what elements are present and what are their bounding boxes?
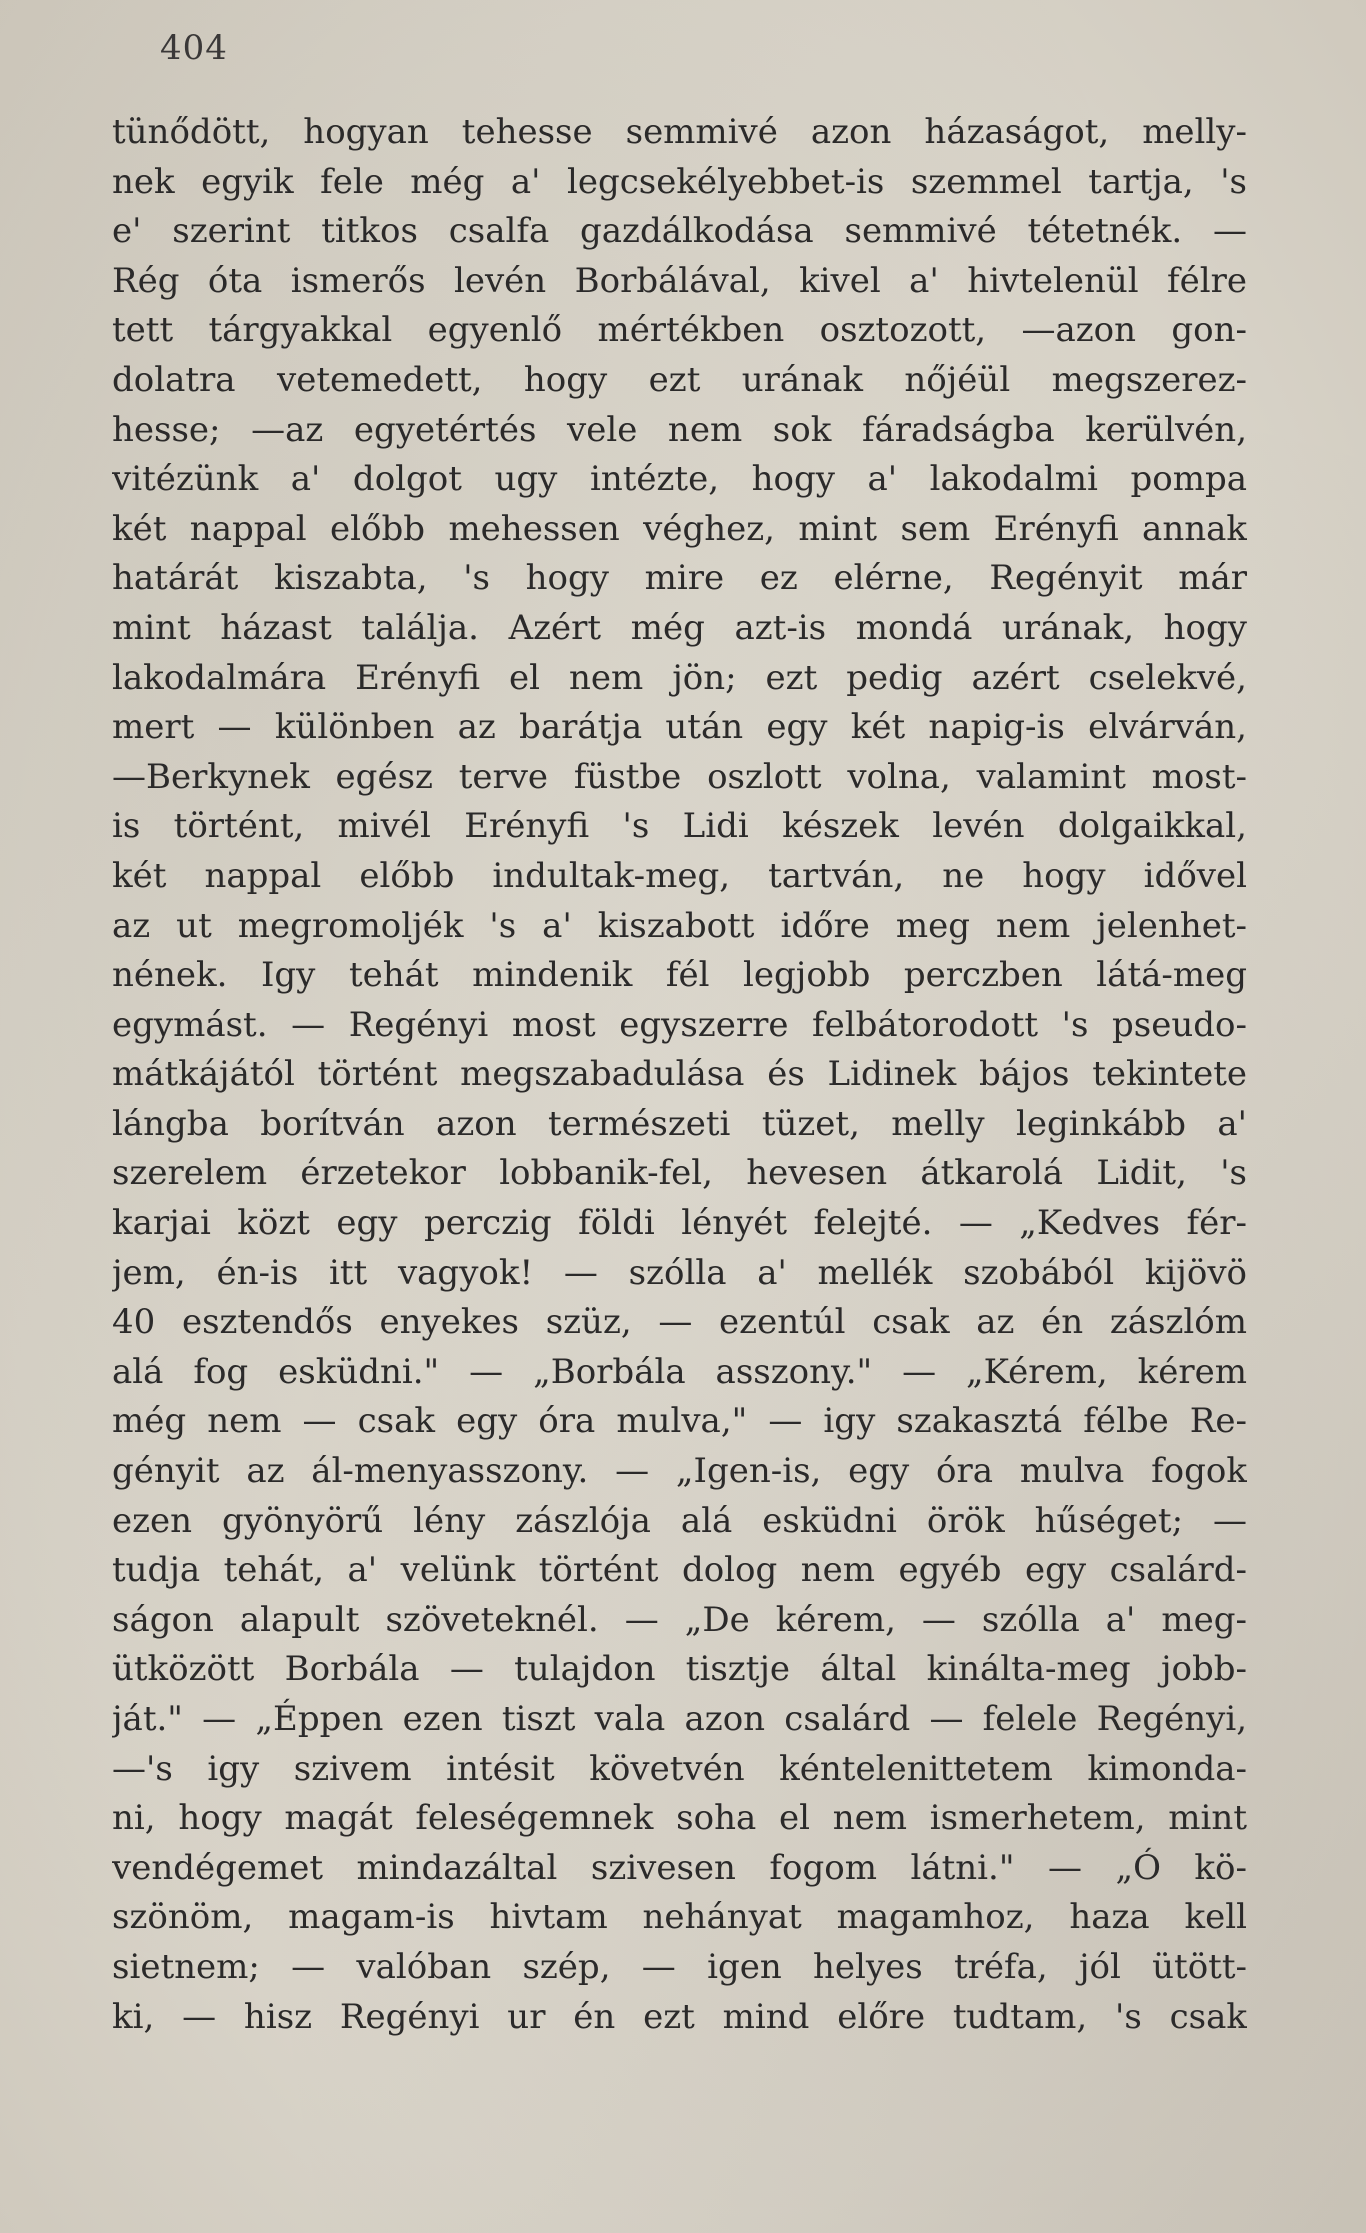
text-line: mint házast találja. Azért még azt-is mondá urának, hogy — [112, 607, 1247, 648]
text-line: mert — különben az barátja után egy két napig-is elvárván, — [112, 707, 1247, 748]
text-line: tudja tehát, a' velünk történt dolog nem egyéb egy csalárd- — [112, 1550, 1247, 1591]
text-line: nek egyik fele még a' legcsekélyebbet-is szemmel tartja, 's — [112, 161, 1247, 202]
text-line: egymást. — Regényi most egyszerre felbátorodott 's pseudo- — [112, 1004, 1247, 1045]
text-line: Rég óta ismerős levén Borbálával, kivel a' hivtelenül félre — [112, 260, 1247, 301]
text-line: tünődött, hogyan tehesse semmivé azon házaságot, melly- — [112, 112, 1247, 152]
text-line: hesse; —az egyetértés vele nem sok fáradságba kerülvén, — [112, 409, 1247, 450]
text-line: 40 esztendős enyekes szüz, — ezentúl csak az én zászlóm — [112, 1302, 1247, 1343]
text-line: karjai közt egy perczig földi lényét felejté. — „Kedves fér- — [112, 1203, 1247, 1244]
text-line: —Berkynek egész terve füstbe oszlott volna, valamint most- — [112, 756, 1247, 797]
text-line: jem, én-is itt vagyok! — szólla a' mellék szobából kijövö — [112, 1252, 1247, 1293]
text-line: mátkájától történt megszabadulása és Lidinek bájos tekintete — [112, 1054, 1247, 1095]
text-line: két nappal előbb mehessen véghez, mint sem Erényfi annak — [112, 508, 1247, 549]
text-line: az ut megromoljék 's a' kiszabott időre meg nem jelenhet- — [112, 905, 1247, 946]
page-number: 404 — [160, 28, 228, 68]
text-line: —'s igy szivem intésit követvén kéntelenittetem kimonda- — [112, 1748, 1247, 1789]
text-line: szerelem érzetekor lobbanik-fel, hevesen átkarolá Lidit, 's — [112, 1153, 1247, 1194]
text-line: határát kiszabta, 's hogy mire ez elérne, Regényit már — [112, 558, 1247, 599]
text-line: vitézünk a' dolgot ugy intézte, hogy a' lakodalmi pompa — [112, 459, 1247, 500]
text-line: nének. Igy tehát mindenik fél legjobb perczben látá-meg — [112, 955, 1247, 996]
text-line: vendégemet mindazáltal szivesen fogom látni." — „Ó kö- — [112, 1847, 1247, 1888]
text-line: még nem — csak egy óra mulva," — igy szakasztá félbe Re- — [112, 1401, 1247, 1442]
text-line: ki, — hisz Regényi ur én ezt mind előre tudtam, 's csak — [112, 1996, 1247, 2037]
text-line: ezen gyönyörű lény zászlója alá esküdni örök hűséget; — — [112, 1500, 1247, 1541]
text-line: alá fog esküdni." — „Borbála asszony." — „Kérem, kérem — [112, 1351, 1247, 1392]
text-line: gényit az ál-menyasszony. — „Igen-is, egy óra mulva fogok — [112, 1451, 1247, 1492]
text-line: ni, hogy magát feleségemnek soha el nem ismerhetem, mint — [112, 1798, 1247, 1839]
text-line: dolatra vetemedett, hogy ezt urának nőjéül megszerez- — [112, 359, 1247, 400]
text-line: sietnem; — valóban szép, — igen helyes tréfa, jól ütött- — [112, 1946, 1247, 1987]
text-line: ságon alapult szöveteknél. — „De kérem, — szólla a' meg- — [112, 1599, 1247, 1640]
text-line: szönöm, magam-is hivtam nehányat magamhoz, haza kell — [112, 1897, 1247, 1938]
text-line: ját." — „Éppen ezen tiszt vala azon csalárd — felele Regényi, — [112, 1699, 1247, 1739]
body-text — [112, 108, 1247, 2042]
text-line: e' szerint titkos csalfa gazdálkodása semmivé tétetnék. — — [112, 211, 1247, 252]
text-line: lakodalmára Erényfi el nem jön; ezt pedig azért cselekvé, — [112, 657, 1247, 698]
text-line: két nappal előbb indultak-meg, tartván, ne hogy idővel — [112, 855, 1247, 896]
text-line: lángba borítván azon természeti tüzet, melly leginkább a' — [112, 1103, 1247, 1144]
text-line: is történt, mivél Erényfi 's Lidi készek levén dolgaikkal, — [112, 806, 1247, 847]
text-line: tett tárgyakkal egyenlő mértékben osztozott, —azon gon- — [112, 310, 1247, 351]
text-line: ütközött Borbála — tulajdon tisztje által kinálta-meg jobb- — [112, 1649, 1247, 1690]
